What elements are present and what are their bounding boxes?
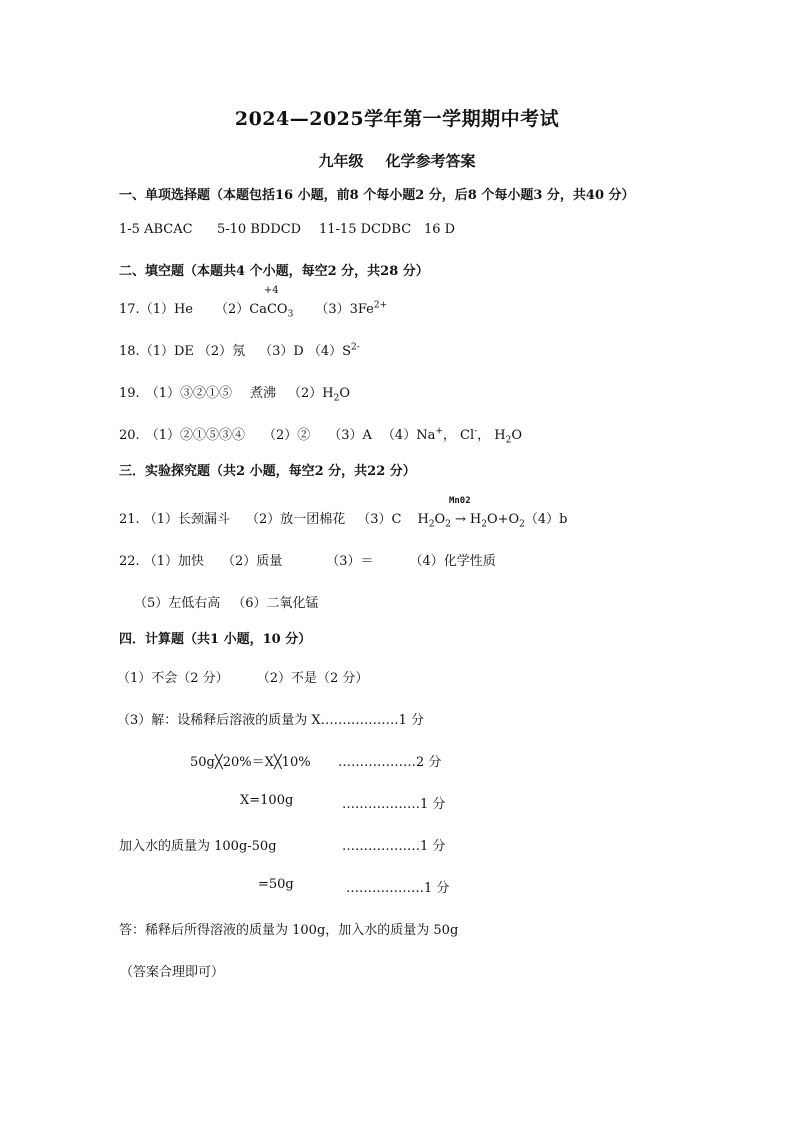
section3-heading: 三．实验探究题（共2 小题，每空2 分，共22 分） <box>119 464 416 479</box>
answer-4: （4）b <box>524 512 568 527</box>
formula-end: O <box>511 428 523 443</box>
answer-1: （1）He <box>139 302 193 317</box>
subscript: 3 <box>287 309 294 320</box>
calc-line-water-result: =50g <box>258 877 294 892</box>
answer-2-prefix: （2） <box>215 302 250 317</box>
question-18 <box>119 340 360 359</box>
question-number: 21. <box>119 512 140 527</box>
calc-line-water-result-score: ………………1 分 <box>346 881 450 896</box>
answer-group: 16 D <box>424 222 456 237</box>
answer-2: （2）放一团棉花 <box>245 512 346 527</box>
answer-2: （2）不是（2 分） <box>256 671 369 686</box>
formula: ， H <box>477 428 506 443</box>
superscript: + <box>435 426 443 437</box>
question-number: 22. <box>119 554 140 569</box>
formula: H <box>469 512 482 527</box>
subtitle-text: 化学参考答案 <box>385 152 476 170</box>
question-number: 18. <box>119 344 140 359</box>
question-19 <box>119 382 350 404</box>
question-20 <box>119 424 523 446</box>
answer-2: （2）H <box>287 386 334 401</box>
answer-3: （3）＝ <box>326 554 374 569</box>
section2-heading: 二、填空题（本题共4 个小题，每空2 分，共28 分） <box>119 264 429 279</box>
answer-4: （4）S <box>307 344 352 359</box>
calc-line-equation: 50g╳20%＝X╳10% <box>190 755 311 770</box>
answer-1: （1）长颈漏斗 <box>143 512 230 527</box>
page-title: 2024—2025学年第一学期期中考试 <box>234 108 560 130</box>
answer-2: （2）质量 <box>221 554 283 569</box>
section4-heading: 四．计算题（共1 小题，10 分） <box>119 632 312 647</box>
page-subtitle <box>0 150 794 171</box>
calc-line-water: 加入水的质量为 100g-50g <box>119 839 277 854</box>
answer-1: （1）加快 <box>143 554 204 569</box>
subscript: 2 <box>519 519 525 530</box>
answer-1: （1）DE <box>139 344 194 359</box>
calc-line-setup: （3）解：设稀释后溶液的质量为 X………………1 分 <box>117 713 425 728</box>
section1-heading: 一、单项选择题（本题包括16 小题，前8 个每小题2 分，后8 个每小题3 分，共40 分） <box>119 188 635 203</box>
formula: CaCO <box>249 302 288 317</box>
grade-label: 九年级 <box>318 152 364 170</box>
answer-4: （4）化学性质 <box>409 554 496 569</box>
question-22-cont <box>134 592 319 611</box>
formula: O <box>434 512 446 527</box>
answer-6: （6）二氧化锰 <box>232 596 319 611</box>
formula: O+O <box>486 512 520 527</box>
answer-5: （5）左低右高 <box>134 596 221 611</box>
calc-line-water-score: ………………1 分 <box>342 839 446 854</box>
arrow-icon: → <box>454 512 466 527</box>
subscript: 2 <box>428 519 435 530</box>
question-number: 19. <box>119 386 140 401</box>
subscript: 2 <box>505 435 512 446</box>
answer-3: （3）3Fe <box>315 302 374 317</box>
final-answer: 答：稀释后所得溶液的质量为 100g，加入水的质量为 50g <box>119 923 459 938</box>
calc-line-result-score: ………………1 分 <box>342 797 446 812</box>
question-number: 20. <box>119 428 140 443</box>
superscript: - <box>474 426 478 437</box>
answer-1b: 煮沸 <box>249 386 276 401</box>
question-21 <box>119 496 568 530</box>
catalyst-label: Mn02 <box>448 496 471 506</box>
calc-line-equation-score: ………………2 分 <box>338 755 442 770</box>
calc-line-result: X=100g <box>240 793 294 808</box>
calc-part-1-2 <box>117 667 368 686</box>
formula: H <box>417 512 429 527</box>
answer-1: （1）②①⑤③④ <box>145 428 245 443</box>
answer-4: （4）Na <box>381 428 436 443</box>
ion: ， Cl <box>442 428 475 443</box>
question-number: 17. <box>119 302 140 317</box>
section1-answers <box>119 222 455 237</box>
subscript: 2 <box>333 393 340 404</box>
question-22 <box>119 550 496 569</box>
subscript: 2 <box>445 519 451 530</box>
superscript: 2- <box>351 342 360 353</box>
answer-group: 5-10 BDDCD <box>217 222 302 237</box>
note: （答案合理即可） <box>120 965 225 980</box>
answer-1: （1）③②①⑤ <box>145 386 232 401</box>
superscript: 2+ <box>373 300 388 311</box>
answer-1: （1）不会（2 分） <box>117 671 229 686</box>
answer-2: （2）氖 <box>197 344 246 359</box>
oxidation-state: +4 <box>263 285 279 296</box>
question-17 <box>119 285 388 320</box>
answer-3: （3）A <box>328 428 372 443</box>
answer-group: 1-5 ABCAC <box>119 222 193 237</box>
answer-3: （3）C <box>357 512 402 527</box>
subscript: 2 <box>481 519 487 530</box>
answer-group: 11-15 DCDBC <box>319 222 412 237</box>
answer-2: （2）② <box>262 428 311 443</box>
answer-3: （3）D <box>259 344 304 359</box>
reaction-arrow <box>448 496 471 527</box>
formula-end: O <box>339 386 350 401</box>
chemical-equation <box>417 496 525 530</box>
oxidation-formula <box>249 285 294 320</box>
